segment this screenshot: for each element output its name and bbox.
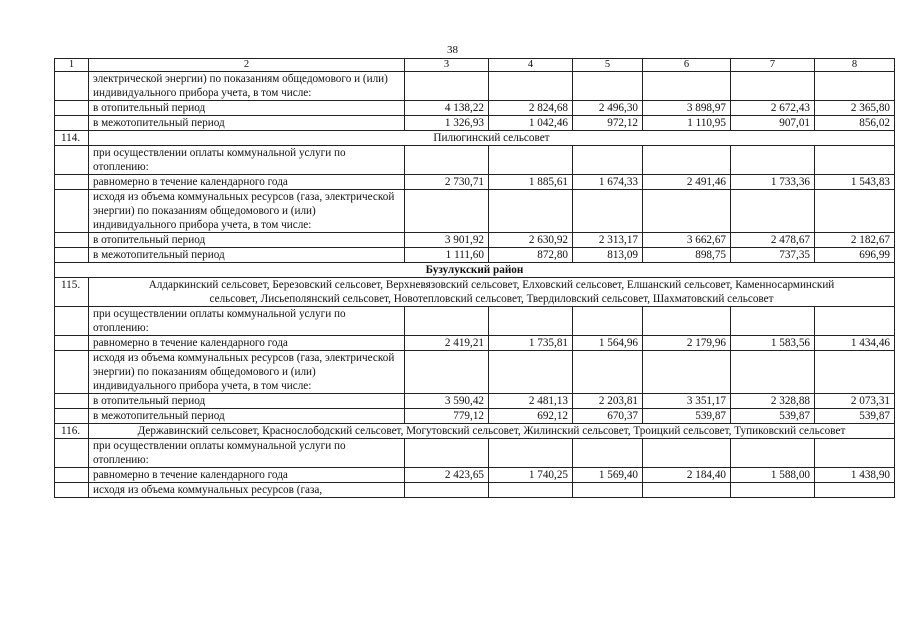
row-number-cell: [55, 307, 89, 336]
value-cell: 2 328,88: [731, 394, 815, 409]
row-description: в межотопительный период: [89, 409, 405, 424]
value-cell: 856,02: [815, 116, 895, 131]
value-cell: 2 073,31: [815, 394, 895, 409]
value-cell: [573, 307, 643, 336]
table-row: [55, 409, 895, 424]
value-cell: 3 901,92: [405, 233, 489, 248]
value-cell: [489, 483, 573, 498]
row-number-cell: [55, 351, 89, 394]
row-description: равномерно в течение календарного года: [89, 336, 405, 351]
value-cell: 539,87: [815, 409, 895, 424]
row-number-cell: [55, 248, 89, 263]
row-description: равномерно в течение календарного года: [89, 175, 405, 190]
value-cell: 1 111,60: [405, 248, 489, 263]
district-name: Бузулукский район: [55, 263, 895, 278]
row-description: равномерно в течение календарного года: [89, 468, 405, 483]
value-cell: 972,12: [573, 116, 643, 131]
value-cell: [815, 351, 895, 394]
value-cell: 3 590,42: [405, 394, 489, 409]
row-number-cell: [55, 146, 89, 175]
value-cell: 2 672,43: [731, 101, 815, 116]
value-cell: 2 365,80: [815, 101, 895, 116]
value-cell: [405, 307, 489, 336]
header-cell: 8: [815, 59, 895, 72]
table-row: [55, 351, 895, 394]
row-number-cell: [55, 409, 89, 424]
value-cell: 1 885,61: [489, 175, 573, 190]
value-cell: 898,75: [643, 248, 731, 263]
value-cell: 1 569,40: [573, 468, 643, 483]
value-cell: [573, 351, 643, 394]
row-number-cell: 114.: [55, 131, 89, 146]
value-cell: 813,09: [573, 248, 643, 263]
value-cell: 2 630,92: [489, 233, 573, 248]
row-number-cell: [55, 101, 89, 116]
value-cell: [643, 351, 731, 394]
row-description: при осуществлении оплаты коммунальной услуги по отоплению:: [89, 439, 405, 468]
value-cell: [643, 439, 731, 468]
value-cell: [643, 483, 731, 498]
row-description: при осуществлении оплаты коммунальной услуги по отоплению:: [89, 146, 405, 175]
value-cell: [815, 146, 895, 175]
value-cell: 3 662,67: [643, 233, 731, 248]
value-cell: [405, 351, 489, 394]
row-number-cell: [55, 439, 89, 468]
row-number-cell: [55, 336, 89, 351]
value-cell: [731, 307, 815, 336]
value-cell: 539,87: [643, 409, 731, 424]
value-cell: 2 491,46: [643, 175, 731, 190]
table-row: [55, 233, 895, 248]
row-description: исходя из объема коммунальных ресурсов (газа, электрической энергии) по показаниям общедомового и (или) индивидуального прибора учета, в том числе:: [89, 351, 405, 394]
header-row: [55, 59, 895, 72]
value-cell: [573, 483, 643, 498]
value-cell: [643, 307, 731, 336]
value-cell: 2 824,68: [489, 101, 573, 116]
value-cell: 737,35: [731, 248, 815, 263]
value-cell: 692,12: [489, 409, 573, 424]
value-cell: 1 434,46: [815, 336, 895, 351]
value-cell: 2 481,13: [489, 394, 573, 409]
row-number-cell: [55, 116, 89, 131]
value-cell: [815, 190, 895, 233]
value-cell: 1 733,36: [731, 175, 815, 190]
row-description: в межотопительный период: [89, 248, 405, 263]
value-cell: 3 351,17: [643, 394, 731, 409]
value-cell: 2 496,30: [573, 101, 643, 116]
value-cell: 4 138,22: [405, 101, 489, 116]
value-cell: 872,80: [489, 248, 573, 263]
row-description: в межотопительный период: [89, 116, 405, 131]
value-cell: 1 438,90: [815, 468, 895, 483]
row-number-cell: 115.: [55, 278, 89, 307]
header-cell: 3: [405, 59, 489, 72]
value-cell: [489, 146, 573, 175]
value-cell: 1 740,25: [489, 468, 573, 483]
value-cell: 1 042,46: [489, 116, 573, 131]
entity-row: [55, 131, 895, 146]
row-number-cell: 116.: [55, 424, 89, 439]
entity-row: [55, 278, 895, 307]
value-cell: 1 564,96: [573, 336, 643, 351]
value-cell: [489, 307, 573, 336]
value-cell: 2 423,65: [405, 468, 489, 483]
row-description: в отопительный период: [89, 233, 405, 248]
table-row: [55, 190, 895, 233]
value-cell: [405, 190, 489, 233]
value-cell: 907,01: [731, 116, 815, 131]
row-number-cell: [55, 72, 89, 101]
row-description: исходя из объема коммунальных ресурсов (газа,: [89, 483, 405, 498]
value-cell: [405, 146, 489, 175]
row-number-cell: [55, 483, 89, 498]
header-cell: 2: [89, 59, 405, 72]
header-cell: 1: [55, 59, 89, 72]
row-number-cell: [55, 233, 89, 248]
table-row: [55, 394, 895, 409]
value-cell: 2 182,67: [815, 233, 895, 248]
value-cell: 1 543,83: [815, 175, 895, 190]
table-row: [55, 483, 895, 498]
value-cell: [489, 351, 573, 394]
value-cell: 1 674,33: [573, 175, 643, 190]
table-row: [55, 72, 895, 101]
value-cell: [573, 72, 643, 101]
table-row: [55, 116, 895, 131]
value-cell: [731, 351, 815, 394]
value-cell: 539,87: [731, 409, 815, 424]
value-cell: [731, 439, 815, 468]
value-cell: 2 179,96: [643, 336, 731, 351]
row-number-cell: [55, 394, 89, 409]
value-cell: [815, 72, 895, 101]
value-cell: 2 184,40: [643, 468, 731, 483]
value-cell: [573, 190, 643, 233]
value-cell: [489, 439, 573, 468]
header-cell: 5: [573, 59, 643, 72]
table-row: [55, 468, 895, 483]
value-cell: [573, 146, 643, 175]
value-cell: 1 110,95: [643, 116, 731, 131]
value-cell: [731, 190, 815, 233]
entity-name: Державинский сельсовет, Краснослободский сельсовет, Могутовский сельсовет, Жилинский сельсовет, Троицкий сельсовет, Тупиковский сельсовет: [89, 424, 895, 439]
row-description: в отопительный период: [89, 101, 405, 116]
value-cell: [489, 190, 573, 233]
value-cell: [643, 190, 731, 233]
value-cell: [405, 72, 489, 101]
row-number-cell: [55, 468, 89, 483]
value-cell: [643, 72, 731, 101]
value-cell: 1 326,93: [405, 116, 489, 131]
table-row: [55, 439, 895, 468]
value-cell: [731, 72, 815, 101]
value-cell: 1 583,56: [731, 336, 815, 351]
value-cell: 1 588,00: [731, 468, 815, 483]
table-row: [55, 336, 895, 351]
value-cell: [405, 483, 489, 498]
row-description: в отопительный период: [89, 394, 405, 409]
row-description: при осуществлении оплаты коммунальной услуги по отоплению:: [89, 307, 405, 336]
value-cell: 696,99: [815, 248, 895, 263]
row-number-cell: [55, 190, 89, 233]
value-cell: [731, 146, 815, 175]
header-cell: 7: [731, 59, 815, 72]
table-row: [55, 248, 895, 263]
value-cell: 670,37: [573, 409, 643, 424]
value-cell: [815, 307, 895, 336]
value-cell: 2 203,81: [573, 394, 643, 409]
row-number-cell: [55, 175, 89, 190]
row-description: электрической энергии) по показаниям общедомового и (или) индивидуального прибора учета, в том числе:: [89, 72, 405, 101]
table-row: [55, 307, 895, 336]
value-cell: [405, 439, 489, 468]
district-row: [55, 263, 895, 278]
value-cell: [643, 146, 731, 175]
header-cell: 6: [643, 59, 731, 72]
value-cell: 779,12: [405, 409, 489, 424]
value-cell: [573, 439, 643, 468]
entity-row: [55, 424, 895, 439]
tariff-table: [54, 58, 895, 498]
table-row: [55, 101, 895, 116]
value-cell: 2 419,21: [405, 336, 489, 351]
entity-name: Пилюгинский сельсовет: [89, 131, 895, 146]
value-cell: 2 478,67: [731, 233, 815, 248]
value-cell: 2 730,71: [405, 175, 489, 190]
value-cell: [731, 483, 815, 498]
value-cell: [815, 483, 895, 498]
table-row: [55, 146, 895, 175]
value-cell: [815, 439, 895, 468]
value-cell: 1 735,81: [489, 336, 573, 351]
value-cell: 2 313,17: [573, 233, 643, 248]
page-number: 38: [447, 44, 458, 56]
value-cell: 3 898,97: [643, 101, 731, 116]
row-description: исходя из объема коммунальных ресурсов (газа, электрической энергии) по показаниям общедомового и (или) индивидуального прибора учета, в том числе:: [89, 190, 405, 233]
entity-name: Алдаркинский сельсовет, Березовский сельсовет, Верхневязовский сельсовет, Елховский сельсовет, Елшанский сельсовет, Каменносарминский сельсовет, Лисьеполянский сельсовет, Новотепловский сельсовет, Твердиловский сельсовет, Шахматовский сельсовет: [89, 278, 895, 307]
table-row: [55, 175, 895, 190]
value-cell: [489, 72, 573, 101]
header-cell: 4: [489, 59, 573, 72]
